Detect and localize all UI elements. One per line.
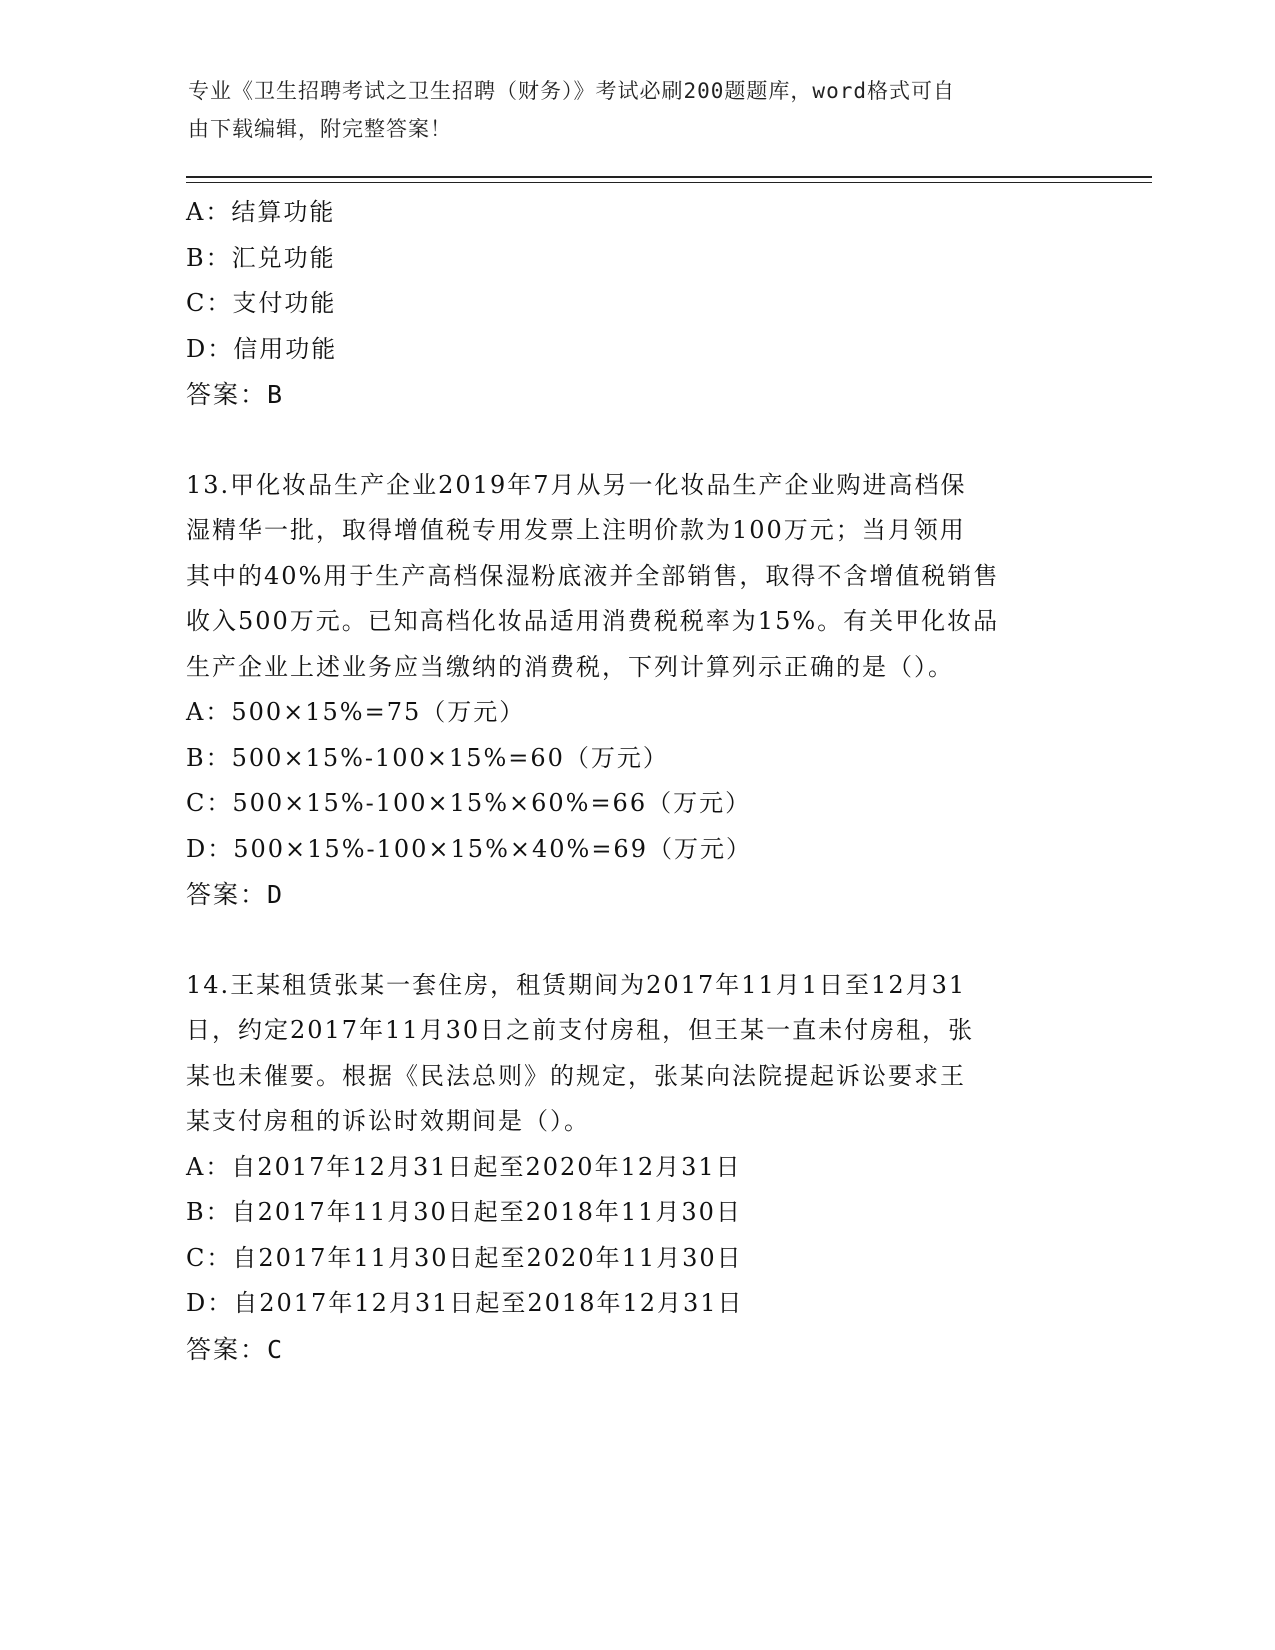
option-d: D：自2017年12月31日起至2018年12月31日 [186, 1289, 744, 1317]
option-b: B：汇兑功能 [186, 243, 336, 272]
option-d: D：500×15%-100×15%×40%=69（万元） [186, 834, 752, 863]
question-13 [186, 463, 1086, 918]
option-c: C：支付功能 [186, 289, 337, 317]
option-a: A：结算功能 [186, 198, 336, 226]
option-c: C：500×15%-100×15%×60%=66（万元） [186, 789, 752, 817]
question-spacer [186, 918, 1086, 963]
question-text-line: 收入500万元。已知高档化妆品适用消费税税率为15%。有关甲化妆品 [186, 607, 1000, 635]
header-divider-thin [186, 182, 1152, 183]
question-text-line: 某也未催要。根据《民法总则》的规定，张某向法院提起诉讼要求王 [186, 1061, 966, 1090]
answer: 答案：D [186, 880, 285, 909]
question-text-line: 其中的40%用于生产高档保湿粉底液并全部销售，取得不含增值税销售 [186, 561, 1000, 590]
question-list [186, 190, 1086, 1372]
option-b: B：500×15%-100×15%=60（万元） [186, 743, 669, 772]
option-d: D：信用功能 [186, 334, 338, 363]
question-spacer [186, 418, 1086, 463]
option-a: A：500×15%=75（万元） [186, 698, 526, 726]
answer: 答案：C [186, 1334, 285, 1364]
option-b: B：自2017年11月30日起至2018年11月30日 [186, 1198, 742, 1226]
question-text-line: 日，约定2017年11月30日之前支付房租，但王某一直未付房租，张 [186, 1016, 975, 1044]
question-text-line: 14.王某租赁张某一套住房，租赁期间为2017年11月1日至12月31 [186, 970, 967, 999]
header-line-2: 由下载编辑，附完整答案！ [188, 117, 452, 141]
question-text-line: 某支付房租的诉讼时效期间是（）。 [186, 1107, 590, 1135]
option-c: C：自2017年11月30日起至2020年11月30日 [186, 1243, 743, 1272]
question-12 [186, 190, 1086, 418]
document-header [188, 72, 1068, 148]
option-a: A：自2017年12月31日起至2020年12月31日 [186, 1152, 742, 1181]
header-line-1: 专业《卫生招聘考试之卫生招聘（财务）》考试必刷200题题库，word格式可自 [188, 79, 955, 103]
question-text-line: 13.甲化妆品生产企业2019年7月从另一化妆品生产企业购进高档保 [186, 470, 967, 499]
header-divider-thick [186, 176, 1152, 178]
answer: 答案：B [186, 380, 285, 409]
question-14 [186, 963, 1086, 1373]
question-text-line: 生产企业上述业务应当缴纳的消费税，下列计算列示正确的是（）。 [186, 652, 954, 681]
question-text-line: 湿精华一批，取得增值税专用发票上注明价款为100万元；当月领用 [186, 516, 966, 544]
